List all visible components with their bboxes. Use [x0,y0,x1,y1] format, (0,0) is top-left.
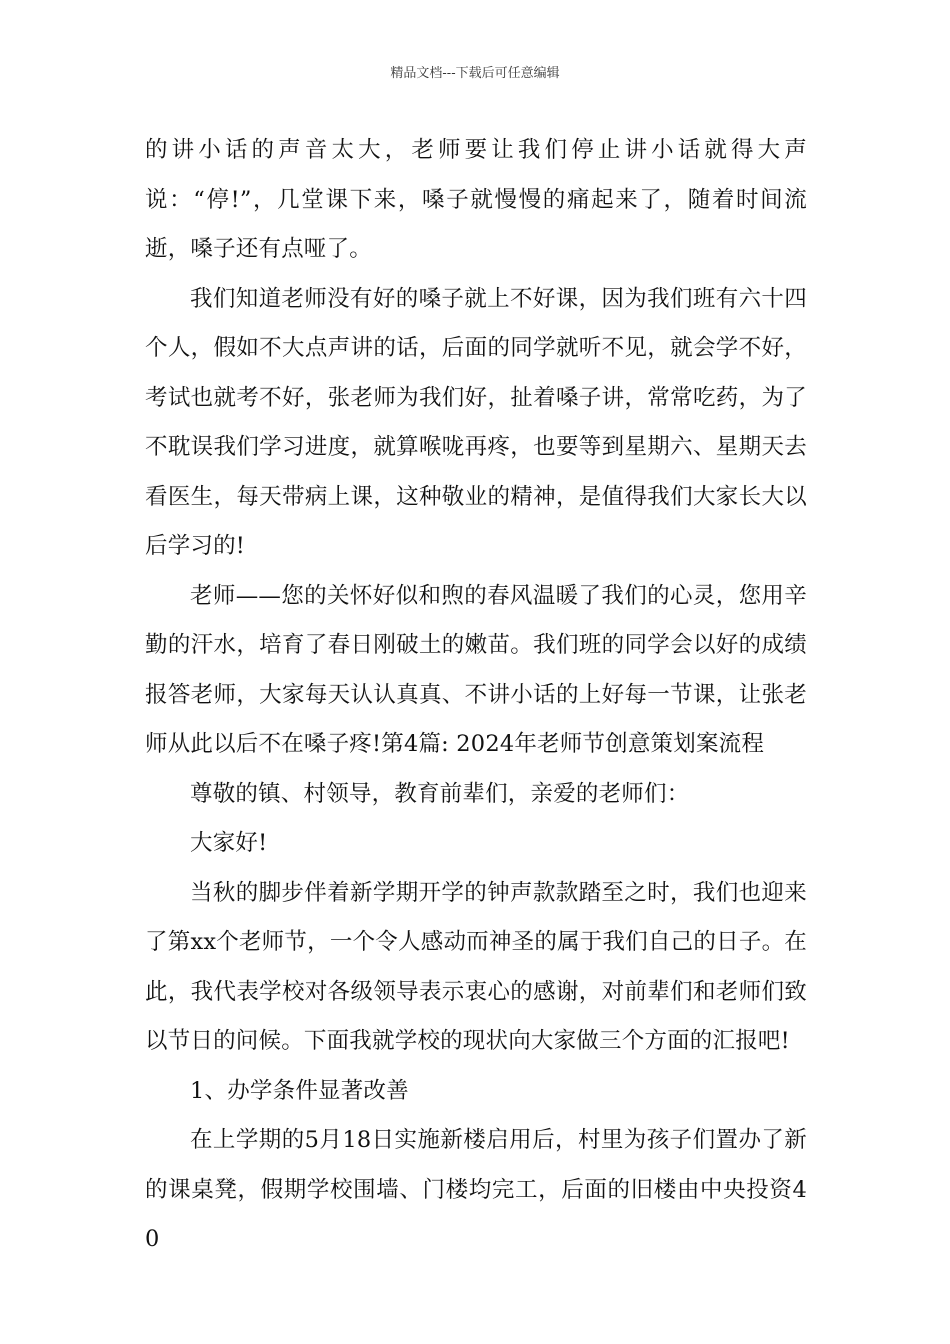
section-heading: 1、办学条件显著改善 [190,1077,409,1104]
paragraph: 老师——您的关怀好似和煦的春风温暖了我们的心灵，您用辛勤的汗水，培育了春日刚破土的嫩苗。我们班的同学会以好的成绩报答老师，大家每天认认真真、不讲小话的上好每一节课，让张老师从此以后不在嗓子疼!第4篇: 2024年老师节创意策划案流程 [145,582,807,757]
paragraph: 的讲小话的声音太大，老师要让我们停止讲小话就得大声说：“停!”，几堂课下来，嗓子就慢慢的痛起来了，随着时间流逝，嗓子还有点哑了。 [145,137,807,262]
paragraph: 尊敬的镇、村领导，教育前辈们，亲爱的老师们： [190,780,690,807]
paragraph: 大家好! [190,830,268,856]
paragraph: 在上学期的5月18日实施新楼启用后，村里为孩子们置办了新的课桌凳，假期学校围墙、门楼均完工，后面的旧楼由中央投资40 [145,1127,807,1252]
document-body [145,126,807,1265]
paragraph: 我们知道老师没有好的嗓子就上不好课，因为我们班有六十四个人，假如不大点声讲的话，后面的同学就听不见，就会学不好，考试也就考不好，张老师为我们好，扯着嗓子讲，常常吃药，为了不耽误我们学习进度，就算喉咙再疼，也要等到星期六、星期天去看医生，每天带病上课，这种敬业的精神，是值得我们大家长大以后学习的! [145,285,807,559]
paragraph: 当秋的脚步伴着新学期开学的钟声款款踏至之时，我们也迎来了第xx个老师节，一个令人感动而神圣的属于我们自己的日子。在此，我代表学校对各级领导表示衷心的感谢，对前辈们和老师们致以节日的问候。下面我就学校的现状向大家做三个方面的汇报吧! [145,879,807,1054]
page-header: 精品文档---下载后可任意编辑 [390,66,560,81]
